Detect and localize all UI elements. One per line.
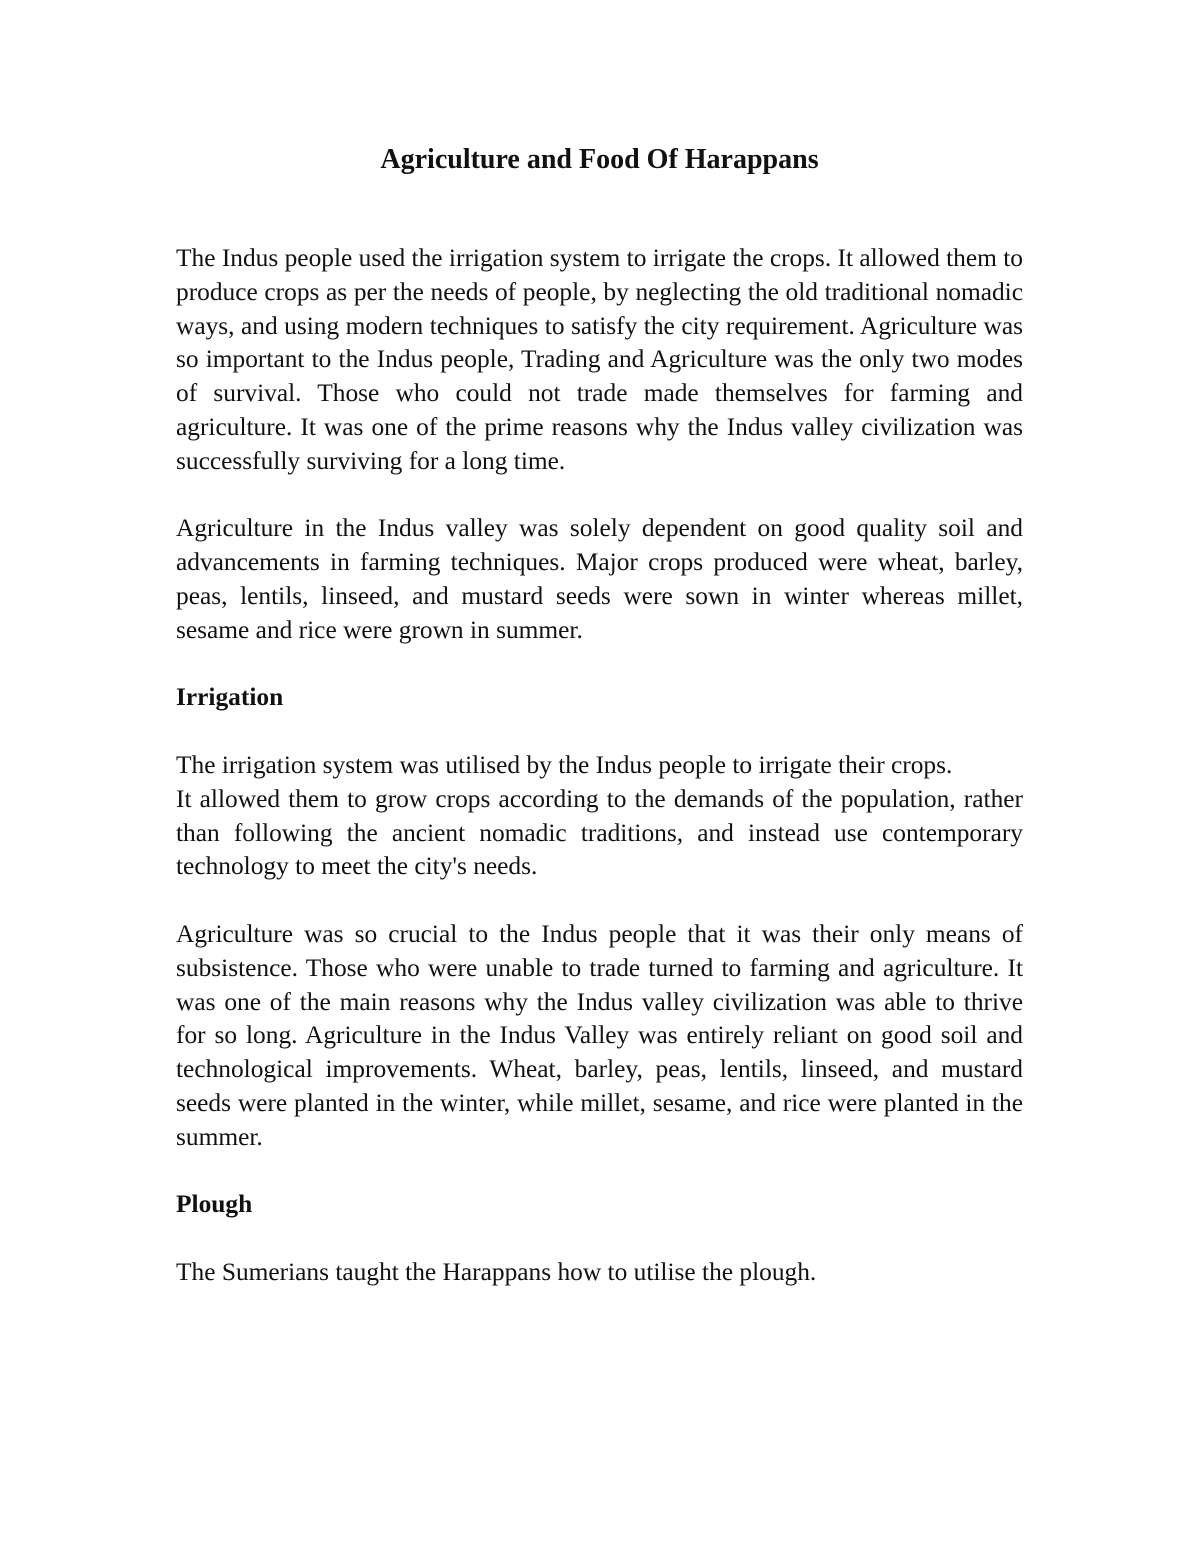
- irrigation-heading: Irrigation: [176, 683, 284, 712]
- irrigation-paragraph-2: It allowed them to grow crops according to the demands of the population, rather than following the ancient nomadic traditions, and instead use contemporary technology to meet the city's needs.: [176, 784, 1023, 881]
- irrigation-paragraph-3: Agriculture was so crucial to the Indus people that it was their only means of subsistence. Those who were unable to trade turned to farming and agriculture. It was one of the main reasons why the Indus valley civilization was able to thrive for so long. Agriculture in the Indus Valley was entirely reliant on good soil and technological improvements. Wheat, barley, peas, lentils, linseed, and mustard seeds were planted in the winter, while millet, sesame, and rice were planted in the summer.: [176, 919, 1023, 1151]
- plough-paragraph-1: The Sumerians taught the Harappans how to utilise the plough.: [176, 1257, 817, 1286]
- intro-paragraph-1: The Indus people used the irrigation system to irrigate the crops. It allowed them to produce crops as per the needs of people, by neglecting the old traditional nomadic ways, and using modern techniques to satisfy the city requirement. Agriculture was so important to the Indus people, Trading and Agriculture was the only two modes of survival. Those who could not trade made themselves for farming and agriculture. It was one of the prime reasons why the Indus valley civilization was successfully surviving for a long time.: [176, 244, 1023, 475]
- document-page: [176, 140, 1023, 1290]
- irrigation-paragraph-1: The irrigation system was utilised by the Indus people to irrigate their crops.: [176, 750, 953, 779]
- document-title: Agriculture and Food Of Harappans: [380, 144, 819, 175]
- plough-heading: Plough: [176, 1190, 253, 1219]
- intro-paragraph-2: Agriculture in the Indus valley was solely dependent on good quality soil and advancements in farming techniques. Major crops produced were wheat, barley, peas, lentils, linseed, and mustard seeds were sown in winter whereas millet, sesame and rice were grown in summer.: [176, 514, 1023, 644]
